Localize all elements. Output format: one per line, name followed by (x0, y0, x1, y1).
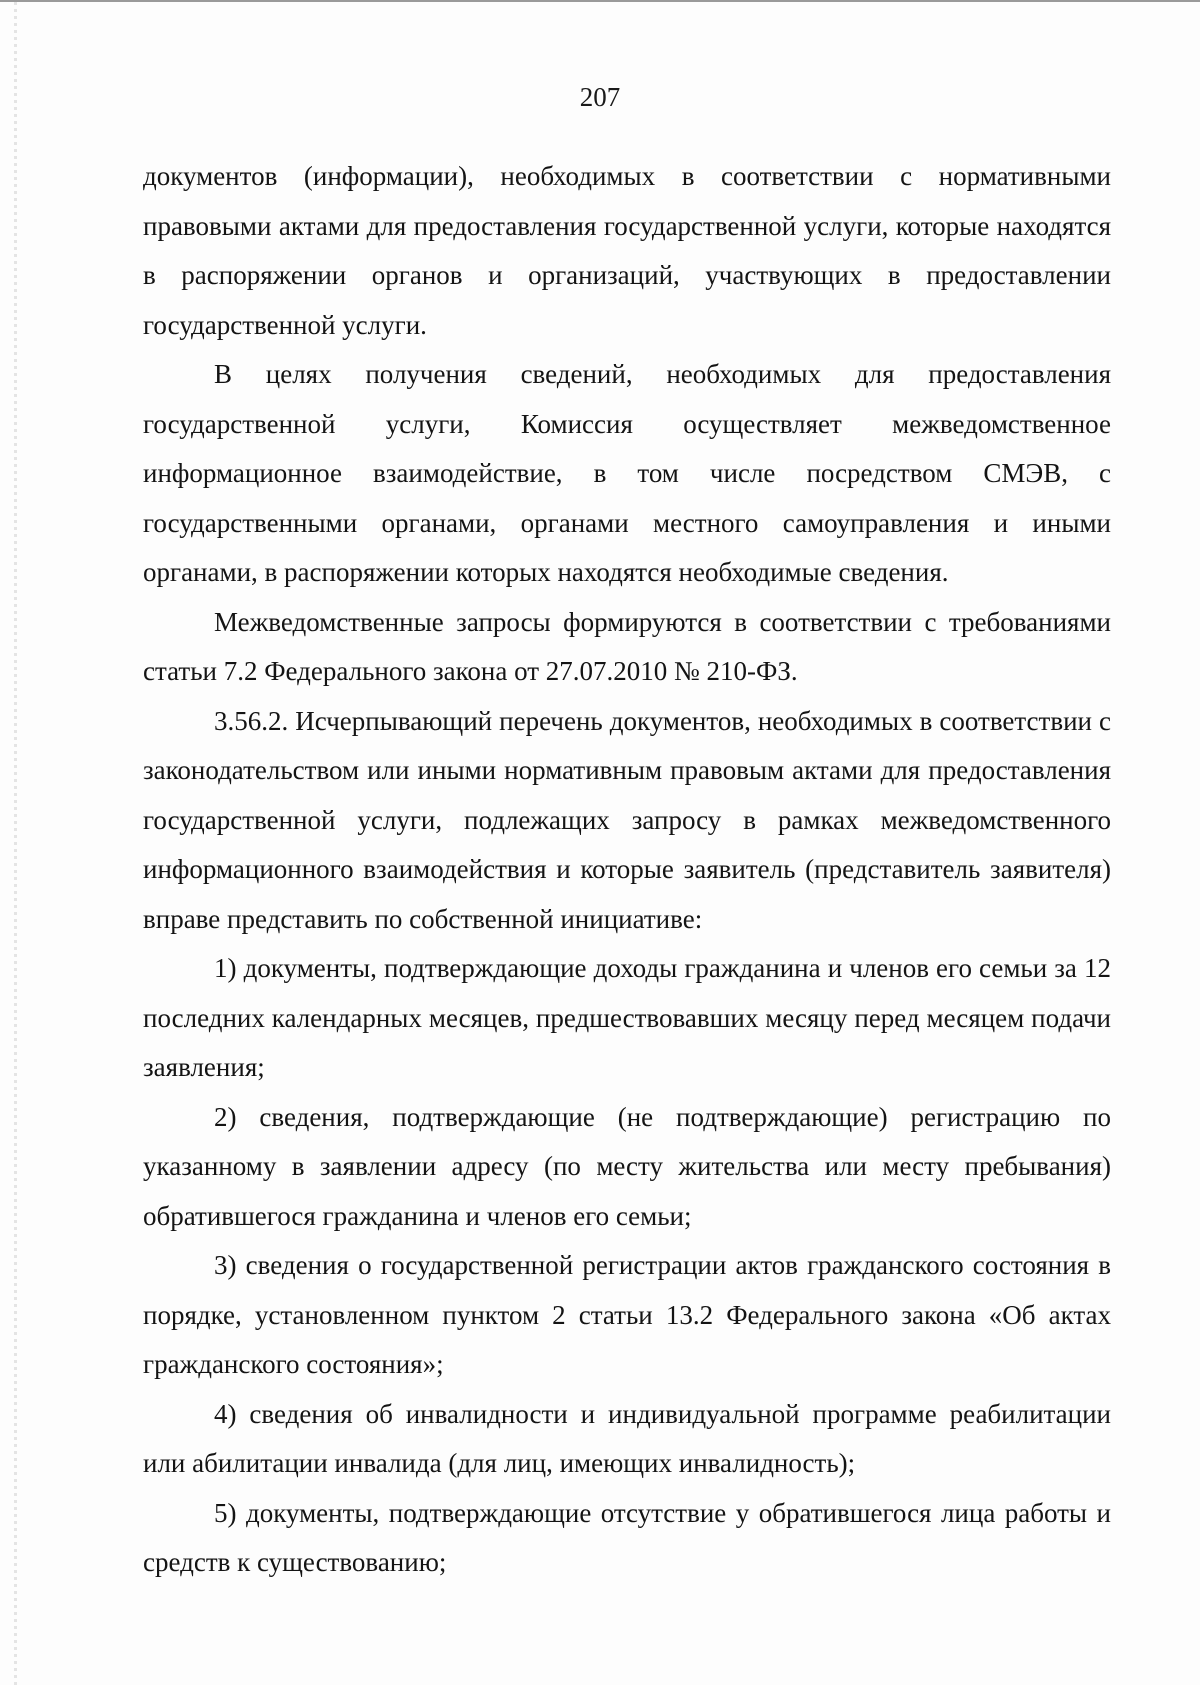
document-body (143, 152, 1111, 1588)
paragraph: документов (информации), необходимых в соответствии с нормативными правовыми актами для предоставления государственной услуги, которые находятся в распоряжении органов и организаций, участвующих в предоставлении государственной услуги. (143, 161, 1111, 340)
list-item: 4) сведения об инвалидности и индивидуальной программе реабилитации или абилитации инвалида (для лиц, имеющих инвалидность); (143, 1398, 1111, 1478)
list-item: 2) сведения, подтверждающие (не подтверждающие) регистрацию по указанному в заявлении адресу (по месту жительства или месту пребывания) обратившегося гражданина и членов его семьи; (143, 1101, 1111, 1231)
list-item: 3) сведения о государственной регистрации актов гражданского состояния в порядке, установленном пунктом 2 статьи 13.2 Федерального закона «Об актах гражданского состояния»; (143, 1250, 1111, 1379)
list-item: 1) документы, подтверждающие доходы гражданина и членов его семьи за 12 последних календарных месяцев, предшествовавших месяцу перед месяцем подачи заявления; (143, 953, 1111, 1082)
paragraph: В целях получения сведений, необходимых для предоставления государственной услуги, Комиссия осуществляет межведомственное информационное взаимодействие, в том числе посредством СМЭВ, с государственными органами, органами местного самоуправления и иными органами, в распоряжении которых находятся необходимые сведения. (143, 359, 1111, 587)
paragraph: Межведомственные запросы формируются в соответствии с требованиями статьи 7.2 Федерального закона от 27.07.2010 № 210-ФЗ. (143, 606, 1111, 686)
page-number: 207 (579, 82, 621, 112)
list-item: 5) документы, подтверждающие отсутствие у обратившегося лица работы и средств к существованию; (143, 1497, 1111, 1577)
scan-edge-mark (14, 2, 17, 1687)
paragraph: 3.56.2. Исчерпывающий перечень документов, необходимых в соответствии с законодательством или иными нормативным правовым актами для предоставления государственной услуги, подлежащих запросу в рамках межведомственного информационного взаимодействия и которые заявитель (представитель заявителя) вправе представить по собственной инициативе: (143, 705, 1111, 934)
